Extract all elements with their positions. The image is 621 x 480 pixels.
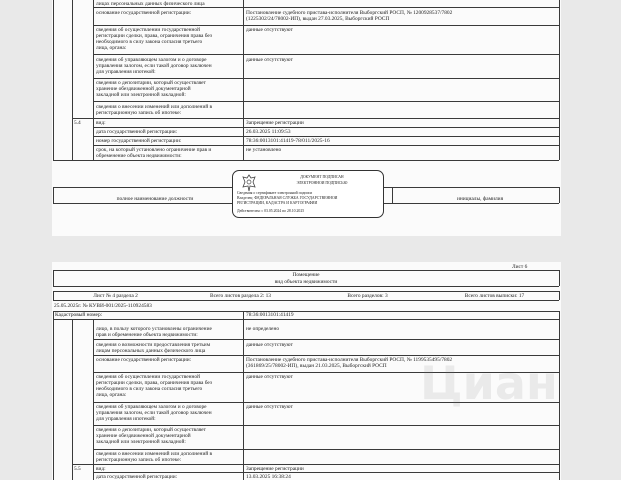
deal-consent-value-2: данные отсутствуют (246, 374, 293, 380)
registration-date-value: 26.03.2025 11:09:53 (246, 129, 291, 135)
total-sheets-section: Всего листов раздела 2: 13 (209, 293, 272, 299)
table-border (559, 0, 560, 160)
stamp-line-1: ДОКУМЕНТ ПОДПИСАН (300, 175, 344, 179)
registration-date-value-2: 13.03.2025 16:38:24 (246, 474, 291, 480)
item-number-2: 5.5 (74, 466, 81, 472)
coat-of-arms-icon (241, 174, 257, 192)
registration-date-label: дата государственной регистрации: (96, 129, 178, 135)
registration-basis-label: основание государственной регистрации: (96, 10, 192, 16)
registration-number-label: номер государственной регистрации: (96, 138, 182, 144)
restriction-term-label: срок, на который установлено ограничение прав и обременение объекта недвижимости: (96, 147, 212, 159)
total-sheets-extract: Всего листов выписки: 17 (464, 293, 525, 299)
beneficiary-label: лицо, в пользу которого установлены ограничение прав и обременение объекта недвижимости: (96, 326, 212, 338)
encumbrance-type-label-2: вид: (96, 466, 106, 472)
item-number: 5.4 (74, 120, 81, 126)
table-border (53, 0, 54, 160)
electronic-signature-stamp (232, 170, 384, 218)
registration-basis-value: Постановление судебного пристава-исполнителя Выборгский РОСП, № 1200928537/7802 (1225302/24/78002-ИП), выдан 27.03.2025, Выборгский РОСП (246, 10, 453, 22)
cadastral-number-value: 78:36:0013101:41419 (246, 312, 294, 318)
restriction-term-value: не установлено (246, 147, 282, 153)
extract-date-number: 25.05.2025г. № КУВИ-001/2025-110924583 (54, 303, 152, 309)
registration-date-label-2: дата государственной регистрации: (96, 474, 178, 480)
total-sections: Всего разделов: 3 (347, 293, 388, 299)
depositary-label: сведения о депозитарии, который осуществляет хранение обездвиженной документарной закладной или электронной закладной: (96, 80, 206, 98)
cadastral-number-label: Кадастровый номер: (55, 312, 103, 318)
stamp-line-6: Действителен: с 03.05.2024 по 28.10.2025 (237, 209, 305, 213)
deal-consent-label-2: сведения об осуществлении государственной регистрации сделки, права, ограничения права без необходимого в силу закона согласия третьего лица, органа: (96, 374, 212, 398)
encumbrance-type-value-2: Запрещение регистрации (246, 466, 304, 472)
section-sheet-number: Лист № 4 раздела 2 (93, 293, 138, 299)
position-title-label: полное наименование должности (116, 196, 194, 202)
stamp-line-2: ЭЛЕКТРОННОЙ ПОДПИСЬЮ (296, 181, 348, 185)
row-fragment-label: лицах персональных данных физического лица (96, 1, 205, 7)
stamp-line-4: Владелец: ФЕДЕРАЛЬНАЯ СЛУЖБА ГОСУДАРСТВЕННОЙ (237, 196, 338, 200)
pledge-manager-value-2: данные отсутствуют (246, 404, 293, 410)
pledge-manager-label-2: сведения об управляющем залогом и о договоре управления залогом, если такой договор заключен для управления ипотекой: (96, 404, 212, 422)
depositary-label-2: сведения о депозитарии, который осуществляет хранение обездвиженной документарной закладной или электронной закладной: (96, 427, 206, 445)
table-border (72, 0, 73, 160)
registration-basis-value-2: Постановление судебного пристава-исполнителя Выборгский РОСП, № 1199535495/7802 (361869/25/78002-ИП), выдан 21.03.2025, Выборгский РОСП (246, 357, 453, 369)
mortgage-changes-label: сведения о внесении изменений или дополнений в регистрационную запись об ипотеке: (96, 104, 213, 116)
object-type-subtitle: вид объекта недвижимости (274, 279, 338, 285)
object-type-title: Помещение (292, 272, 320, 278)
personal-data-value: данные отсутствуют (246, 342, 293, 348)
registration-basis-label-2: основание государственной регистрации: (96, 357, 192, 363)
mortgage-changes-label-2: сведения о внесении изменений или дополнений в регистрационную запись об ипотеке: (96, 451, 213, 463)
encumbrance-type-label: вид: (96, 120, 106, 126)
personal-data-label: сведения о возможности предоставления третьим лицам персональных данных физического лица (96, 342, 211, 354)
sheet-label: Лист 6 (512, 264, 528, 270)
initials-surname-label: инициалы, фамилия (456, 196, 504, 202)
pledge-manager-label: сведения об управляющем залогом и о договоре управления залогом, если такой договор заключен для управления ипотекой: (96, 57, 212, 75)
registration-number-value: 78:36:0013101:41419-78/011/2025-16 (246, 138, 330, 144)
deal-consent-value: данные отсутствуют (246, 27, 293, 33)
pledge-manager-value: данные отсутствуют (246, 57, 293, 63)
beneficiary-value: не определено (246, 326, 280, 332)
encumbrance-type-value: Запрещение регистрации (246, 120, 304, 126)
stamp-line-3: Сведения о сертификате электронной подписи (237, 191, 313, 195)
deal-consent-label: сведения об осуществлении государственной регистрации сделки, права, ограничения права без необходимого в силу закона согласия третьего лица, органа: (96, 27, 212, 51)
stamp-line-5: РЕГИСТРАЦИИ, КАДАСТРА И КАРТОГРАФИИ (237, 201, 318, 205)
